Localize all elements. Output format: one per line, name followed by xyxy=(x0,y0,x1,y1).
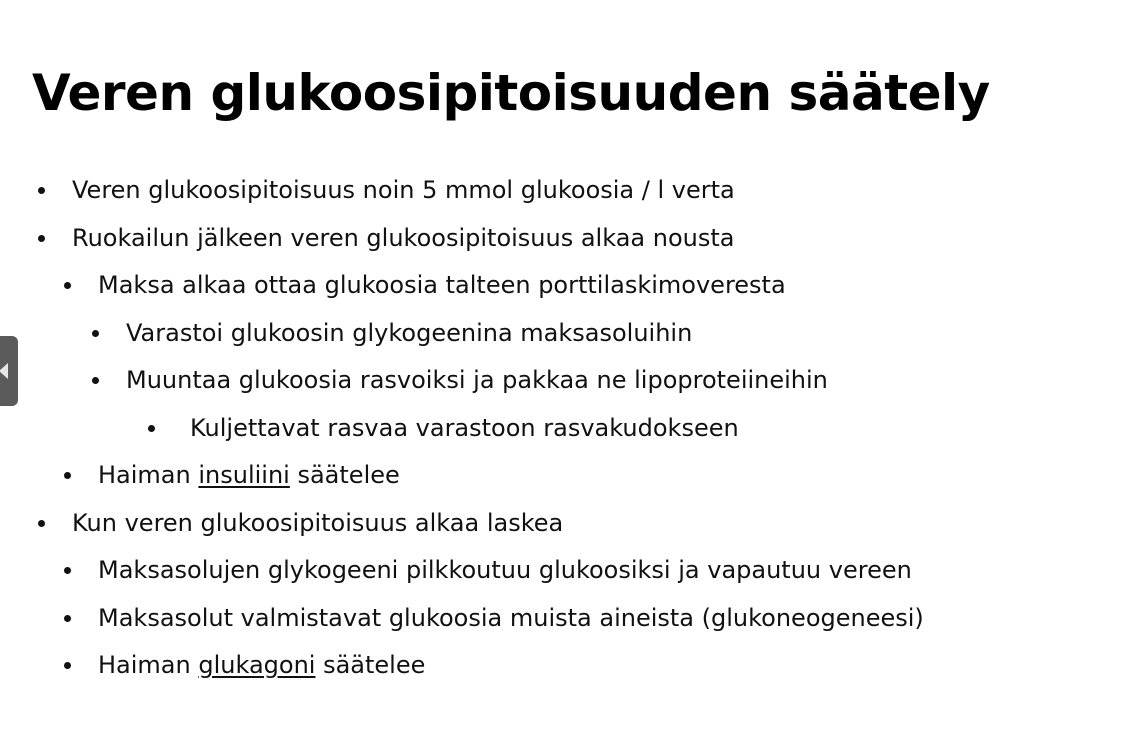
bullet-text-after: säätelee xyxy=(315,651,426,679)
bullet-text: Varastoi glukoosin glykogeenina maksasoluihin xyxy=(126,319,693,347)
bullet-text: Muuntaa glukoosia rasvoiksi ja pakkaa ne lipoproteiineihin xyxy=(126,366,828,394)
bullet-text: Kun veren glukoosipitoisuus alkaa laskea xyxy=(72,509,564,537)
chevron-left-icon xyxy=(0,363,8,379)
bullet-text: Kuljettavat rasvaa varastoon rasvakudokseen xyxy=(190,414,739,442)
glukagoni-link[interactable]: glukagoni xyxy=(198,651,316,679)
bullet-text-before: Haiman xyxy=(98,651,199,679)
sidebar-toggle-button[interactable] xyxy=(0,336,18,406)
slide-title: Veren glukoosipitoisuuden säätely xyxy=(32,64,990,122)
bullet-icon xyxy=(64,567,71,574)
bullet-text-before: Haiman xyxy=(98,461,199,489)
bullet-icon xyxy=(64,615,71,622)
bullet-icon xyxy=(64,282,71,289)
bullet-text: Maksasolut valmistavat glukoosia muista aineista (glukoneogeneesi) xyxy=(98,604,924,632)
bullet-text-after: säätelee xyxy=(289,461,400,489)
bullet-icon xyxy=(92,377,99,384)
bullet-icon xyxy=(38,520,45,527)
bullet-icon xyxy=(148,425,155,432)
insuliini-link[interactable]: insuliini xyxy=(198,461,290,489)
bullet-text: Veren glukoosipitoisuus noin 5 mmol glukoosia / l verta xyxy=(72,176,735,204)
bullet-text: Maksa alkaa ottaa glukoosia talteen porttilaskimoveresta xyxy=(98,271,786,299)
bullet-text xyxy=(98,455,400,495)
bullet-text: Maksasolujen glykogeeni pilkkoutuu glukoosiksi ja vapautuu vereen xyxy=(98,556,912,584)
bullet-icon xyxy=(38,235,45,242)
bullet-text: Ruokailun jälkeen veren glukoosipitoisuus alkaa nousta xyxy=(72,224,735,252)
bullet-icon xyxy=(92,330,99,337)
bullet-icon xyxy=(64,472,71,479)
bullet-text xyxy=(98,645,425,685)
bullet-icon xyxy=(64,662,71,669)
bullet-icon xyxy=(38,187,45,194)
